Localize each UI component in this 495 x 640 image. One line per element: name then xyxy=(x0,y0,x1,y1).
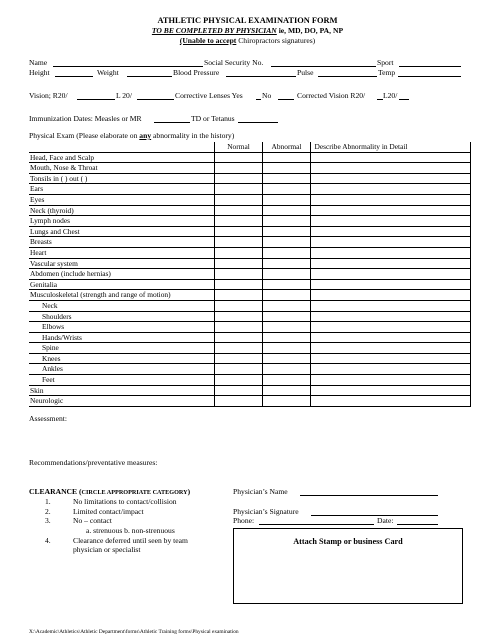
corrected-left-label: L20/ xyxy=(383,91,398,100)
lenses-yes-field[interactable] xyxy=(256,91,261,100)
exam-row-label: Genitalia xyxy=(29,279,214,290)
recommendations-label: Recommendations/preventative measures: xyxy=(29,458,158,467)
exam-row-label: Skin xyxy=(29,385,214,396)
exam-row-label: Ankles xyxy=(29,364,214,375)
exam-row-label: Abdomen (include hernias) xyxy=(29,269,214,280)
exam-describe-cell[interactable] xyxy=(310,322,470,333)
vision-left-field[interactable] xyxy=(137,91,174,100)
exam-row-label: Neck (thyroid) xyxy=(29,205,214,216)
immunization-label: Immunization Dates: Measles or MR xyxy=(29,114,142,123)
exam-normal-cell[interactable] xyxy=(214,258,262,269)
unable-to-accept: (Unable to accept xyxy=(179,36,237,45)
exam-abnormal-cell[interactable] xyxy=(262,237,310,248)
exam-row-label: Spine xyxy=(29,343,214,354)
stamp-box[interactable] xyxy=(233,528,463,604)
exam-row-label: Mouth, Nose & Throat xyxy=(29,163,214,174)
exam-describe-cell[interactable] xyxy=(310,353,470,364)
exam-describe-cell[interactable] xyxy=(310,237,470,248)
exam-describe-cell[interactable] xyxy=(310,364,470,375)
exam-describe-cell[interactable] xyxy=(310,216,470,227)
intro-text-b: abnormality in the history) xyxy=(151,131,235,140)
clearance-item-number: 4. xyxy=(45,536,51,545)
exam-normal-cell[interactable] xyxy=(214,332,262,343)
date-field[interactable] xyxy=(397,516,438,525)
exam-describe-cell[interactable] xyxy=(310,311,470,322)
exam-row-label: Neck xyxy=(29,300,214,311)
lenses-no-field[interactable] xyxy=(278,91,294,100)
exam-normal-cell[interactable] xyxy=(214,385,262,396)
tetanus-field[interactable] xyxy=(238,114,278,123)
clearance-item-number: 1. xyxy=(45,497,51,506)
exam-row xyxy=(29,205,470,216)
clearance-item-text[interactable]: No – contact xyxy=(73,516,112,525)
exam-row-label: Lungs and Chest xyxy=(29,226,214,237)
exam-row xyxy=(29,353,470,364)
exam-normal-cell[interactable] xyxy=(214,205,262,216)
completed-by-line xyxy=(0,26,495,35)
exam-normal-cell[interactable] xyxy=(214,194,262,205)
clearance-title-b: CIRCLE APPROPRIATE CATEGORY xyxy=(81,489,188,496)
corrected-vision-label: Corrected Vision R20/ xyxy=(297,91,366,100)
physician-signature-field[interactable] xyxy=(311,507,438,516)
exam-abnormal-cell[interactable] xyxy=(262,396,310,407)
exam-row-label: Head, Face and Scalp xyxy=(29,152,214,163)
height-field[interactable] xyxy=(55,68,93,77)
col-describe: Describe Abnormality in Detail xyxy=(310,142,470,152)
exam-normal-cell[interactable] xyxy=(214,375,262,386)
weight-label: Weight xyxy=(97,68,119,77)
exam-table xyxy=(29,142,471,407)
exam-row-label: Heart xyxy=(29,247,214,258)
assessment-label: Assessment: xyxy=(29,414,67,423)
exam-row xyxy=(29,258,470,269)
exam-abnormal-cell[interactable] xyxy=(262,311,310,322)
temp-field[interactable] xyxy=(398,68,461,77)
clearance-title-c: ) xyxy=(187,487,191,496)
exam-row xyxy=(29,364,470,375)
date-label: Date: xyxy=(377,516,394,525)
exam-row-label: Hands/Wrists xyxy=(29,332,214,343)
tetanus-label: TD or Tetanus xyxy=(191,114,235,123)
exam-normal-cell[interactable] xyxy=(214,237,262,248)
vision-left-label: L 20/ xyxy=(116,91,132,100)
clearance-item-text[interactable]: Limited contact/impact xyxy=(73,507,144,516)
clearance-item-text: a. strenuous b. non-strenuous xyxy=(86,526,175,535)
exam-describe-cell[interactable] xyxy=(310,396,470,407)
exam-describe-cell[interactable] xyxy=(310,279,470,290)
exam-describe-cell[interactable] xyxy=(310,375,470,386)
exam-abnormal-cell[interactable] xyxy=(262,290,310,301)
measles-field[interactable] xyxy=(154,114,190,123)
exam-normal-cell[interactable] xyxy=(214,300,262,311)
chiropractor-text: Chiropractors signatures) xyxy=(236,36,316,45)
exam-row-label: Tonsils in ( ) out ( ) xyxy=(29,173,214,184)
exam-row xyxy=(29,173,470,184)
exam-row xyxy=(29,163,470,174)
temp-label: Temp xyxy=(378,68,396,77)
exam-row xyxy=(29,396,470,407)
exam-row xyxy=(29,237,470,248)
exam-describe-cell[interactable] xyxy=(310,343,470,354)
physician-name-label: Physician’s Name xyxy=(233,487,288,496)
exam-describe-cell[interactable] xyxy=(310,258,470,269)
exam-describe-cell[interactable] xyxy=(310,163,470,174)
physician-name-field[interactable] xyxy=(300,487,438,496)
exam-row xyxy=(29,216,470,227)
exam-row-label: Knees xyxy=(29,353,214,364)
exam-row xyxy=(29,385,470,396)
exam-normal-cell[interactable] xyxy=(214,353,262,364)
intro-text-a: Physical Exam (Please elaborate on xyxy=(29,131,140,140)
exam-describe-cell[interactable] xyxy=(310,184,470,195)
vision-right-label: Vision; R20/ xyxy=(29,91,68,100)
exam-row-label: Ears xyxy=(29,184,214,195)
exam-abnormal-cell[interactable] xyxy=(262,216,310,227)
exam-row xyxy=(29,300,470,311)
completed-by-physician: TO BE COMPLETED BY PHYSICIAN xyxy=(151,26,277,35)
ssn-field[interactable] xyxy=(271,58,376,67)
corrected-left-field[interactable] xyxy=(399,91,409,100)
exam-abnormal-cell[interactable] xyxy=(262,205,310,216)
pulse-field[interactable] xyxy=(318,68,377,77)
exam-row xyxy=(29,343,470,354)
exam-row-label: Musculoskeletal (strength and range of motion) xyxy=(29,290,214,301)
footer-path: X:\Academic\Athletics\Athletic Department\forms\Athletic Training forms\Physical examination xyxy=(29,629,239,635)
exam-abnormal-cell[interactable] xyxy=(262,322,310,333)
exam-row-label: Elbows xyxy=(29,322,214,333)
exam-header-blank xyxy=(29,142,214,152)
vision-right-field[interactable] xyxy=(77,91,115,100)
clearance-item-text: physician or specialist xyxy=(73,545,141,554)
exam-describe-cell[interactable] xyxy=(310,290,470,301)
exam-normal-cell[interactable] xyxy=(214,216,262,227)
exam-row xyxy=(29,269,470,280)
exam-abnormal-cell[interactable] xyxy=(262,375,310,386)
exam-abnormal-cell[interactable] xyxy=(262,152,310,163)
exam-normal-cell[interactable] xyxy=(214,279,262,290)
exam-normal-cell[interactable] xyxy=(214,343,262,354)
exam-row-label: Neurologic xyxy=(29,396,214,407)
pulse-label: Pulse xyxy=(297,68,314,77)
exam-normal-cell[interactable] xyxy=(214,311,262,322)
exam-normal-cell[interactable] xyxy=(214,173,262,184)
exam-describe-cell[interactable] xyxy=(310,173,470,184)
ssn-label: Social Security No. xyxy=(204,58,264,67)
clearance-item-text[interactable]: Clearance deferred until seen by team xyxy=(73,536,188,545)
exam-describe-cell[interactable] xyxy=(310,300,470,311)
exam-abnormal-cell[interactable] xyxy=(262,194,310,205)
exam-row-label: Shoulders xyxy=(29,311,214,322)
exam-row xyxy=(29,194,470,205)
exam-normal-cell[interactable] xyxy=(214,290,262,301)
physical-exam-intro xyxy=(29,131,234,140)
exam-describe-cell[interactable] xyxy=(310,226,470,237)
exam-row xyxy=(29,184,470,195)
clearance-item-number: 2. xyxy=(45,507,51,516)
exam-abnormal-cell[interactable] xyxy=(262,226,310,237)
exam-describe-cell[interactable] xyxy=(310,205,470,216)
exam-normal-cell[interactable] xyxy=(214,152,262,163)
exam-row-label: Feet xyxy=(29,375,214,386)
exam-row xyxy=(29,375,470,386)
exam-describe-cell[interactable] xyxy=(310,385,470,396)
exam-abnormal-cell[interactable] xyxy=(262,353,310,364)
exam-row xyxy=(29,247,470,258)
exam-describe-cell[interactable] xyxy=(310,152,470,163)
exam-row-label: Lymph nodes xyxy=(29,216,214,227)
exam-normal-cell[interactable] xyxy=(214,269,262,280)
name-field[interactable] xyxy=(53,58,203,67)
exam-abnormal-cell[interactable] xyxy=(262,343,310,354)
exam-abnormal-cell[interactable] xyxy=(262,279,310,290)
exam-row-label: Eyes xyxy=(29,194,214,205)
exam-row xyxy=(29,226,470,237)
exam-describe-cell[interactable] xyxy=(310,194,470,205)
exam-abnormal-cell[interactable] xyxy=(262,269,310,280)
col-abnormal: Abnormal xyxy=(262,142,310,152)
physician-types: ie, MD, DO, PA, NP xyxy=(276,26,344,35)
exam-row xyxy=(29,279,470,290)
exam-describe-cell[interactable] xyxy=(310,332,470,343)
exam-row-label: Vascular system xyxy=(29,258,214,269)
blood-pressure-label: Blood Pressure xyxy=(173,68,220,77)
exam-normal-cell[interactable] xyxy=(214,226,262,237)
corrective-lenses-label: Corrective Lenses Yes xyxy=(175,91,243,100)
exam-abnormal-cell[interactable] xyxy=(262,173,310,184)
clearance-title xyxy=(29,487,190,497)
weight-field[interactable] xyxy=(127,68,172,77)
exam-normal-cell[interactable] xyxy=(214,364,262,375)
name-label: Name xyxy=(29,58,48,67)
exam-row xyxy=(29,322,470,333)
exam-normal-cell[interactable] xyxy=(214,247,262,258)
physician-signature-label: Physician’s Signature xyxy=(233,507,299,516)
exam-normal-cell[interactable] xyxy=(214,322,262,333)
exam-normal-cell[interactable] xyxy=(214,163,262,174)
clearance-item-number: 3. xyxy=(45,516,51,525)
clearance-title-a: CLEARANCE ( xyxy=(29,487,82,496)
stamp-label: Attach Stamp or business Card xyxy=(293,537,403,546)
exam-row-label: Breasts xyxy=(29,237,214,248)
col-normal: Normal xyxy=(214,142,262,152)
phone-label: Phone: xyxy=(233,516,255,525)
lenses-no-label: No xyxy=(262,91,272,100)
exam-abnormal-cell[interactable] xyxy=(262,163,310,174)
exam-row xyxy=(29,332,470,343)
exam-abnormal-cell[interactable] xyxy=(262,332,310,343)
exam-abnormal-cell[interactable] xyxy=(262,184,310,195)
sport-field[interactable] xyxy=(399,58,461,67)
exam-abnormal-cell[interactable] xyxy=(262,385,310,396)
phone-field[interactable] xyxy=(259,516,374,525)
form-title: ATHLETIC PHYSICAL EXAMINATION FORM xyxy=(157,16,338,25)
intro-any: any xyxy=(139,131,152,140)
exam-abnormal-cell[interactable] xyxy=(262,300,310,311)
exam-abnormal-cell[interactable] xyxy=(262,258,310,269)
sport-label: Sport xyxy=(377,58,394,67)
exam-header-row xyxy=(29,142,470,152)
blood-pressure-field[interactable] xyxy=(226,68,296,77)
exam-describe-cell[interactable] xyxy=(310,269,470,280)
exam-abnormal-cell[interactable] xyxy=(262,247,310,258)
exam-row xyxy=(29,290,470,301)
exam-describe-cell[interactable] xyxy=(310,247,470,258)
chiropractor-note xyxy=(0,36,495,45)
exam-normal-cell[interactable] xyxy=(214,396,262,407)
height-label: Height xyxy=(29,68,50,77)
exam-normal-cell[interactable] xyxy=(214,184,262,195)
clearance-item-text[interactable]: No limitations to contact/collision xyxy=(73,497,177,506)
exam-row xyxy=(29,311,470,322)
exam-row xyxy=(29,152,470,163)
exam-abnormal-cell[interactable] xyxy=(262,364,310,375)
